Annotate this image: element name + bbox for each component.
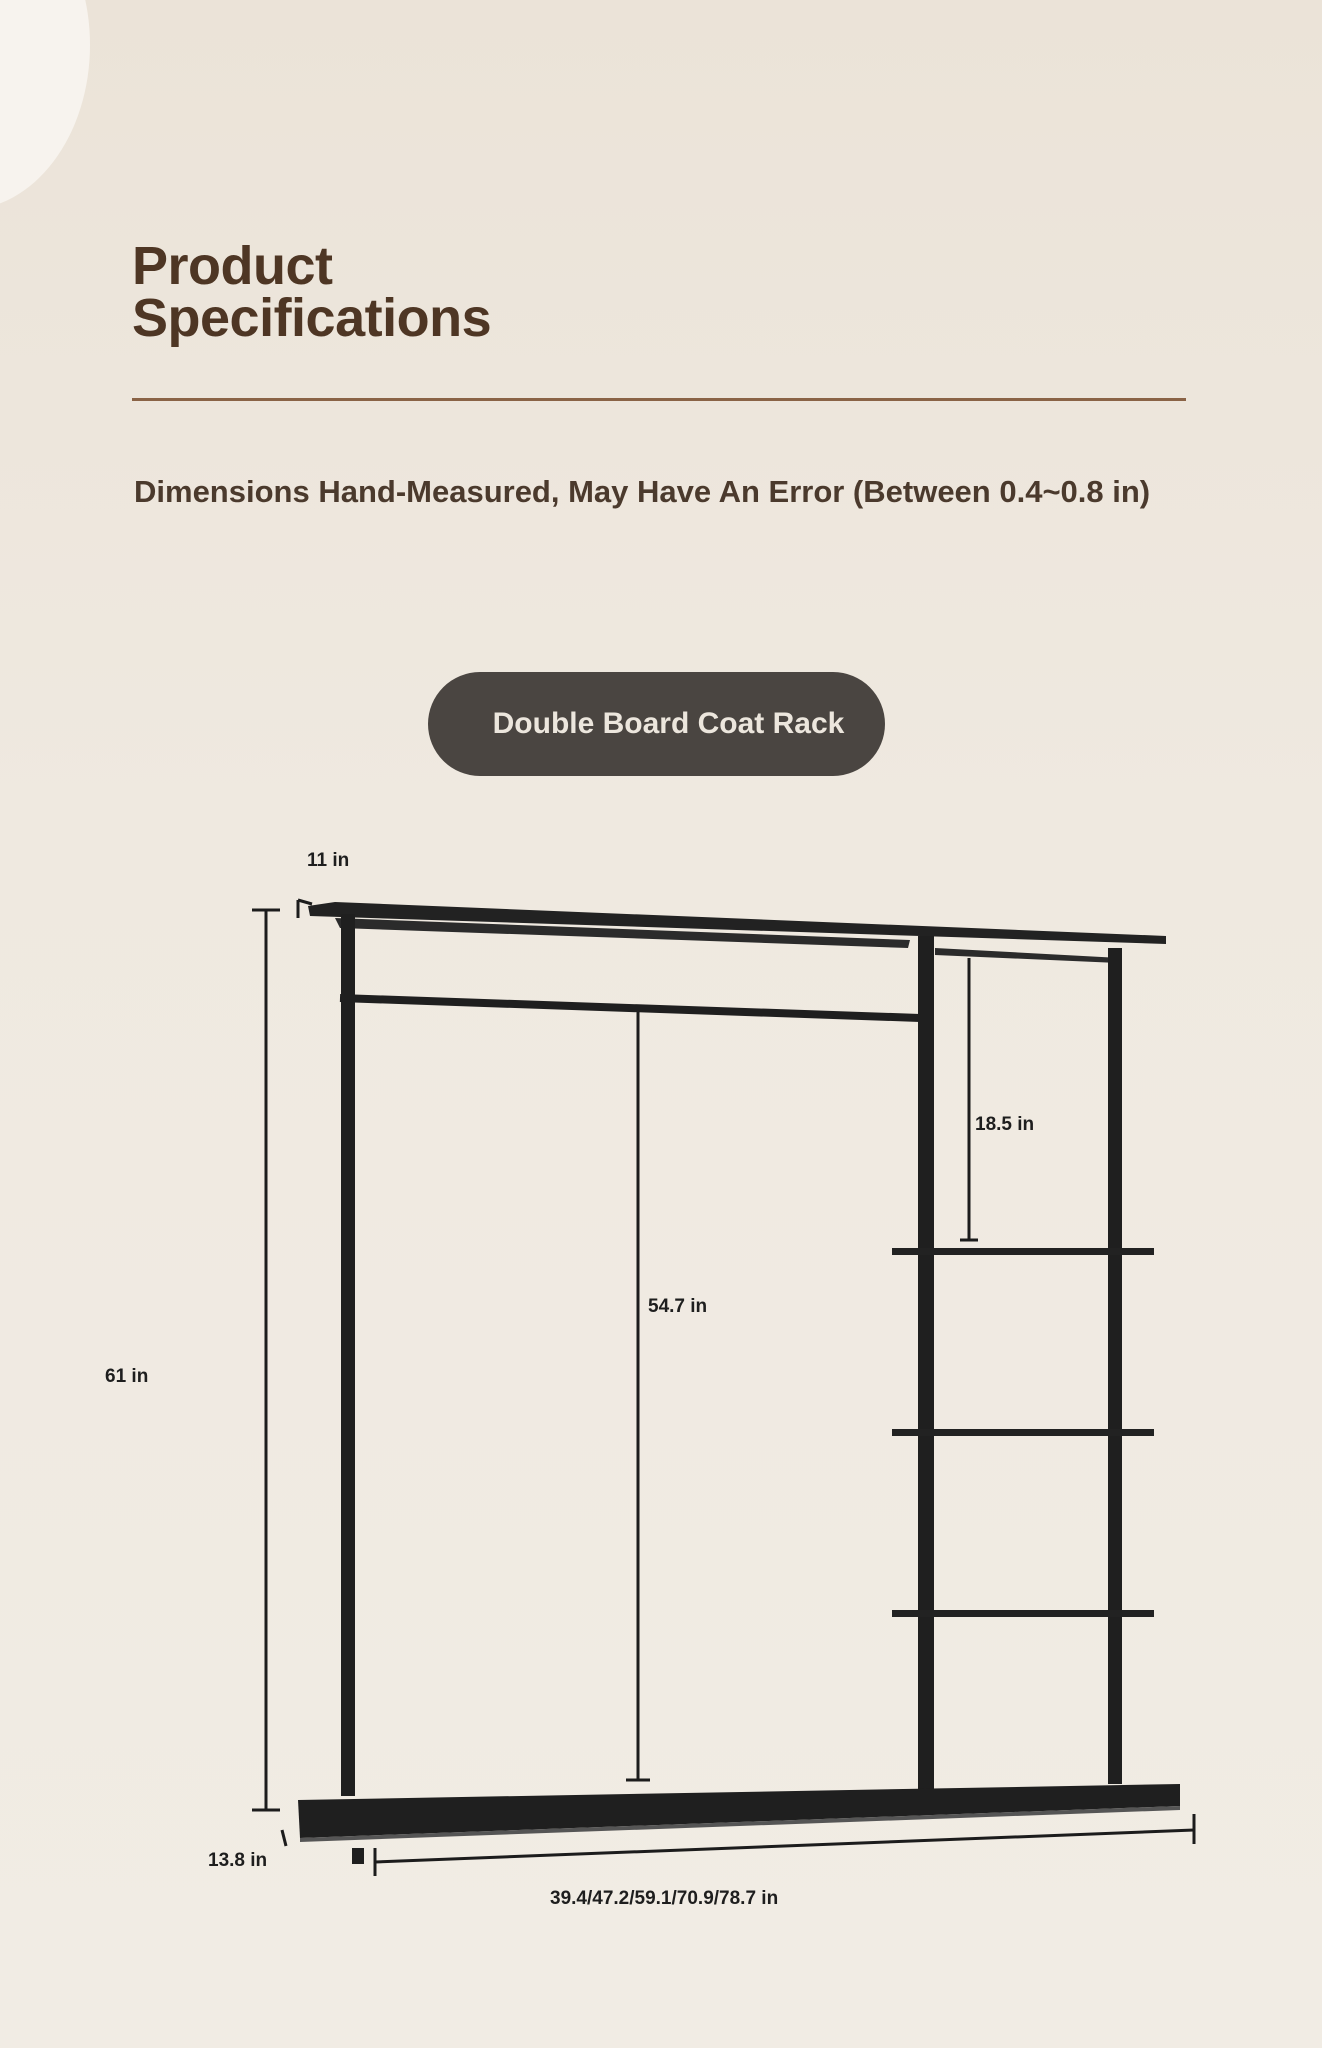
hanging-height-label: 54.7 in	[648, 1296, 708, 1317]
page-title-line1: Product	[132, 236, 333, 296]
height-dimension-line	[252, 910, 280, 1810]
width-options-label: 39.4/47.2/59.1/70.9/78.7 in	[550, 1888, 779, 1909]
top-board-right	[935, 948, 1120, 963]
total-height-label: 61 in	[105, 1366, 149, 1387]
shelf-spacing-label: 18.5 in	[975, 1114, 1035, 1135]
hanging-rod	[340, 998, 920, 1018]
side-shelf-1	[892, 1248, 1154, 1255]
left-upright	[341, 914, 355, 1796]
middle-upright	[918, 936, 934, 1792]
right-upright	[1108, 948, 1122, 1784]
side-shelf-3	[892, 1610, 1154, 1617]
depth-label: 11 in	[307, 850, 350, 871]
shelf-spacing-line	[960, 958, 978, 1240]
measurement-disclaimer: Dimensions Hand-Measured, May Have An Error (Between 0.4~0.8 in)	[134, 474, 1151, 509]
product-name-label: Double Board Coat Rack	[492, 707, 845, 740]
base-depth-label: 13.8 in	[208, 1850, 268, 1871]
hanging-height-line	[626, 1012, 650, 1780]
page-title-line2: Specifications	[132, 288, 492, 348]
side-shelf-2	[892, 1429, 1154, 1436]
